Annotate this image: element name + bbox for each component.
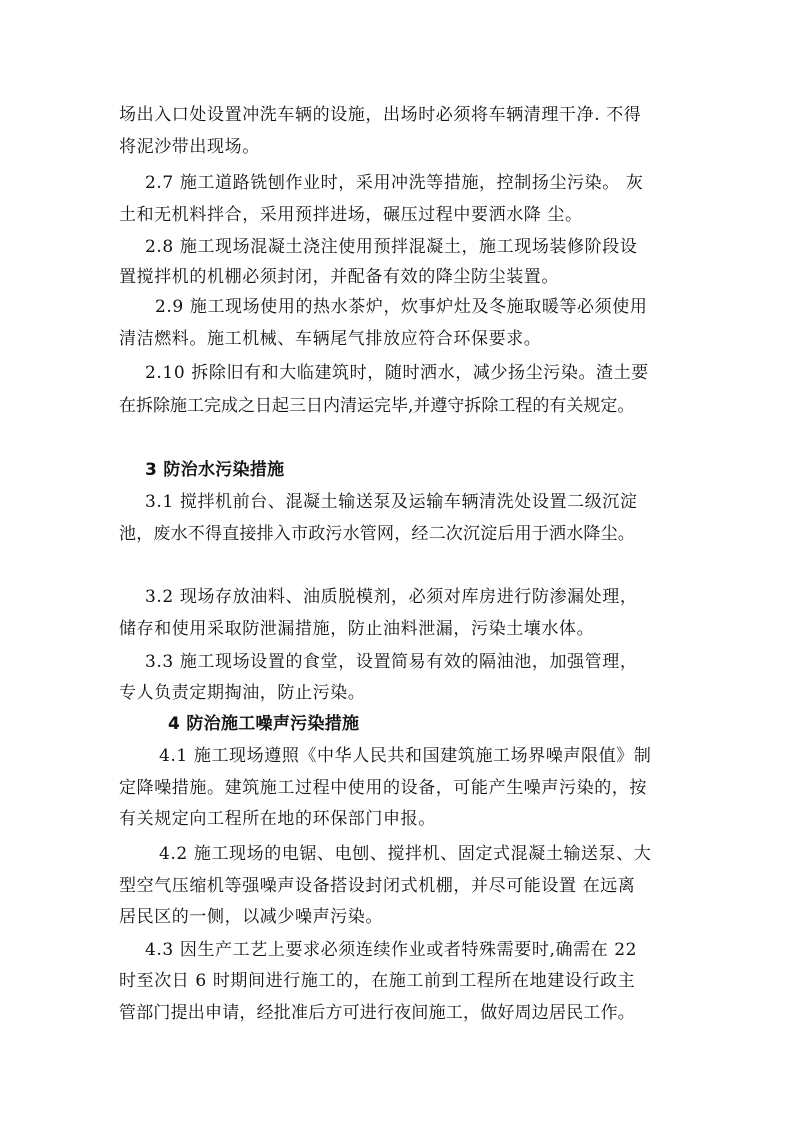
text-line: 置搅拌机的机棚必须封闭，并配备有效的降尘防尘装置。 — [119, 267, 559, 287]
text-line: 专人负责定期掏油，防止污染。 — [119, 683, 366, 703]
text-line: 将泥沙带出现场。 — [119, 137, 260, 157]
section-heading: 4 防治施工噪声污染措施 — [168, 714, 360, 734]
text-line: 清洁燃料。施工机械、车辆尾气排放应符合环保要求。 — [119, 329, 542, 349]
text-line: 定降噪措施。建筑施工过程中使用的设备，可能产生噪声污染的，按 — [119, 778, 647, 798]
text-line: 4.1 施工现场遵照《中华人民共和国建筑施工场界噪声限值》制 — [159, 746, 652, 766]
text-line: 3.1 搅拌机前台、混凝土输送泵及运输车辆清洗处设置二级沉淀 — [145, 492, 638, 512]
text-line: 4.3 因生产工艺上要求必须连续作业或者特殊需要时,确需在 22 — [145, 940, 638, 960]
text-line: 池，废水不得直接排入市政污水管网，经二次沉淀后用于洒水降尘。 — [119, 524, 635, 544]
text-line: 2.7 施工道路铣刨作业时，采用冲洗等措施，控制扬尘污染。 灰 — [145, 173, 644, 193]
text-line: 时至次日 6 时期间进行施工的，在施工前到工程所在地建设行政主 — [119, 971, 636, 991]
text-line: 2.9 施工现场使用的热水茶炉，炊事炉灶及冬施取暖等必须使用 — [155, 297, 648, 317]
text-line: 2.10 拆除旧有和大临建筑时，随时洒水，减少扬尘污染。渣土要 — [145, 363, 649, 383]
text-line: 管部门提出申请，经批准后方可进行夜间施工，做好周边居民工作。 — [119, 1003, 635, 1023]
text-line: 在拆除施工完成之日起三日内清运完毕,并遵守拆除工程的有关规定。 — [119, 396, 635, 416]
text-line: 土和无机料拌合，采用预拌进场，碾压过程中要洒水降 尘。 — [119, 205, 583, 225]
text-line: 居民区的一侧，以减少噪声污染。 — [119, 907, 383, 927]
text-line: 型空气压缩机等强噪声设备搭设封闭式机棚，并尽可能设置 在远离 — [119, 876, 636, 896]
text-line: 2.8 施工现场混凝土浇注使用预拌混凝土，施工现场装修阶段设 — [145, 237, 638, 257]
text-line: 3.2 现场存放油料、油质脱模剂，必须对库房进行防渗漏处理， — [145, 587, 638, 607]
text-line: 4.2 施工现场的电锯、电刨、搅拌机、固定式混凝土输送泵、大 — [159, 844, 652, 864]
text-line: 储存和使用采取防泄漏措施，防止油料泄漏，污染土壤水体。 — [119, 619, 595, 639]
text-line: 3.3 施工现场设置的食堂，设置简易有效的隔油池，加强管理， — [145, 652, 638, 672]
text-line: 场出入口处设置冲洗车辆的设施，出场时必须将车辆清理干净. 不得 — [119, 105, 642, 125]
text-line: 有关规定向工程所在地的环保部门申报。 — [119, 809, 436, 829]
section-heading: 3 防治水污染措施 — [145, 460, 285, 480]
